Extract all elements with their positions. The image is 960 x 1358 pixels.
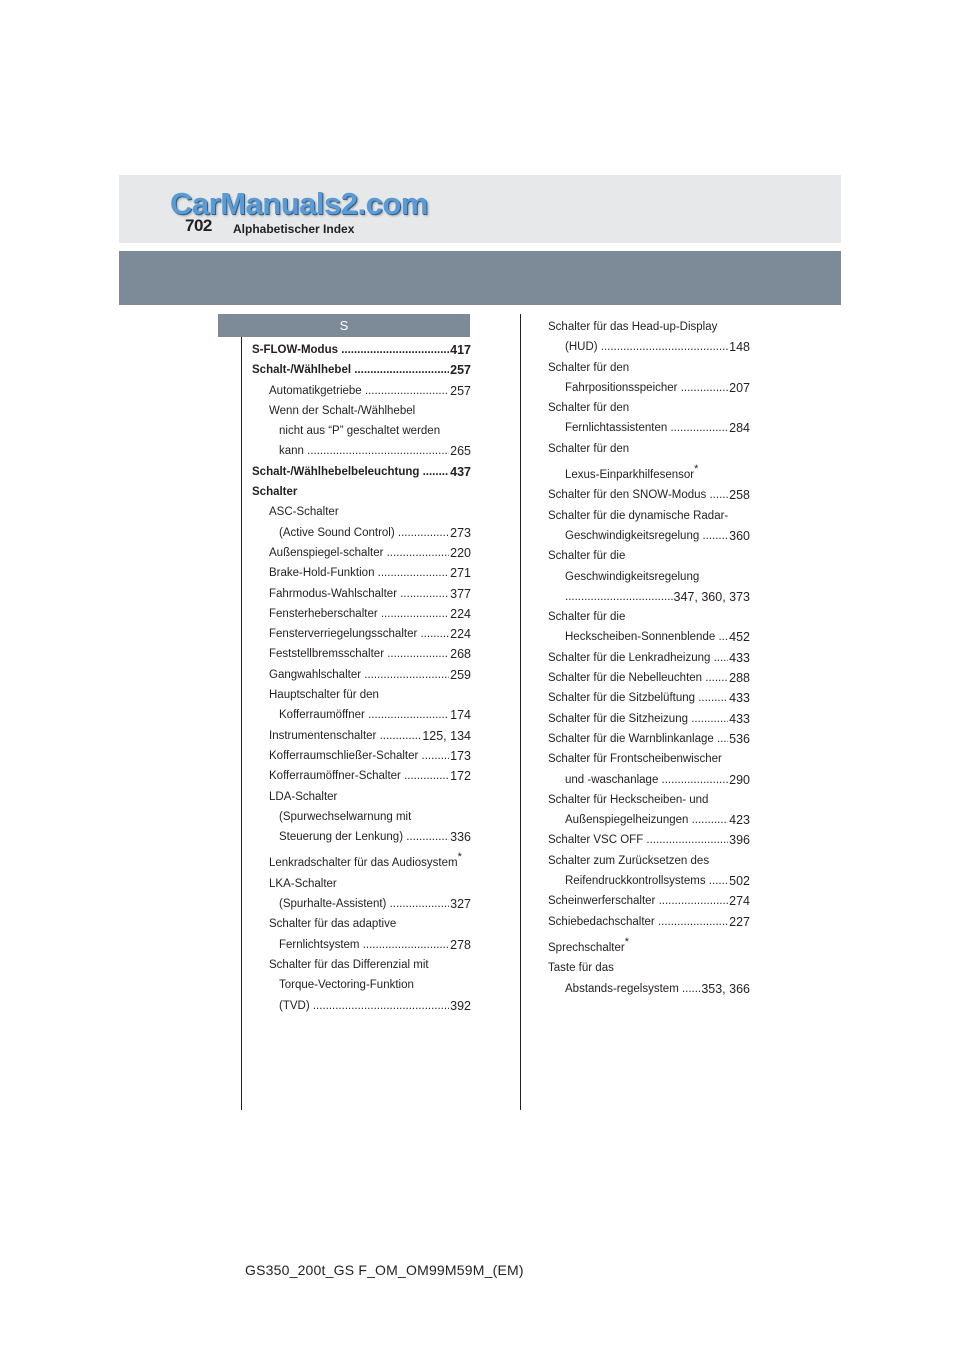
index-entry-text: Gangwahlschalter (269, 668, 362, 681)
index-page-ref: 433 (728, 648, 750, 668)
index-entry-text: (Spurwechselwarnung mit (279, 810, 412, 823)
index-entry-label (269, 847, 471, 873)
index-entry (548, 729, 750, 749)
index-entry-text: Fernlichtsystem (279, 938, 360, 951)
page-number: 702 (185, 216, 212, 235)
index-entry-label (269, 746, 471, 766)
index-entry (548, 378, 750, 398)
index-page-ref: 347, 360, 373 (673, 587, 750, 607)
index-entry-label (269, 685, 471, 705)
index-entry (252, 401, 471, 421)
index-entry (252, 975, 471, 995)
index-entry-text: Schalter für Heckscheiben- und (548, 793, 709, 806)
index-entry-text: Taste für das (548, 962, 614, 975)
index-entry (252, 665, 471, 685)
index-entry-text: ASC-Schalter (269, 506, 339, 519)
index-entry-label (269, 563, 471, 583)
index-page-ref: 284 (728, 418, 750, 438)
index-entry-label (548, 439, 750, 459)
index-entry-label (565, 526, 750, 546)
index-entry-text: Lenkradschalter für das Audiosystem (269, 857, 458, 870)
index-entry (548, 770, 750, 790)
index-entry-text: Schalter zum Zurücksetzen des (548, 854, 710, 867)
index-entry-text: Kofferraumöffner-Schalter (269, 770, 401, 783)
index-entry-text: kann (279, 445, 304, 458)
index-entry (252, 502, 471, 522)
index-entry-label (565, 627, 750, 647)
index-entry-label (548, 546, 750, 566)
index-entry-text: Geschwindigkeitsregelung (565, 570, 700, 583)
index-entry-label (269, 914, 471, 934)
index-entry-text: Schalter VSC OFF (548, 834, 644, 847)
index-entry-text: Sprechschalter (548, 941, 625, 954)
index-entry-label (269, 604, 471, 624)
left-index-column (252, 340, 471, 1016)
index-entry-text: (HUD) (565, 341, 598, 354)
index-entry-text: Fernlichtassistenten (565, 422, 668, 435)
index-entry-label (548, 891, 750, 911)
index-entry-label (279, 441, 471, 461)
index-entry-text: Schalter für den SNOW-Modus (548, 489, 707, 502)
index-entry-label (279, 807, 471, 827)
index-entry-text: Scheinwerferschalter (548, 895, 656, 908)
index-entry-label (269, 584, 471, 604)
index-entry-label (279, 975, 471, 995)
index-entry-text: Hauptschalter für den (269, 689, 379, 702)
index-entry-label (252, 482, 471, 502)
index-entry-label (269, 543, 471, 563)
index-entry (548, 648, 750, 668)
index-page-ref: 227 (728, 912, 750, 932)
index-entry-label (548, 607, 750, 627)
index-entry (252, 726, 471, 746)
index-entry-text: Torque-Vectoring-Funktion (279, 979, 414, 992)
index-entry (252, 685, 471, 705)
index-entry-text: Instrumentenschalter (269, 729, 377, 742)
index-page-ref: 257 (449, 381, 471, 401)
index-entry-label (269, 644, 471, 664)
index-page-ref: 207 (728, 378, 750, 398)
index-entry (252, 624, 471, 644)
index-entry (548, 871, 750, 891)
index-entry-text: Kofferraumschließer-Schalter (269, 749, 419, 762)
index-entry (252, 584, 471, 604)
index-entry-label (269, 401, 471, 421)
index-entry (548, 358, 750, 378)
index-entry-text: (TVD) (279, 999, 310, 1012)
index-entry (548, 459, 750, 485)
index-entry-text: Schalter für die Nebelleuchten (548, 672, 703, 685)
index-entry (252, 462, 471, 482)
index-entry-label (269, 874, 471, 894)
index-entry-label (548, 317, 750, 337)
index-entry (252, 543, 471, 563)
index-entry-text: (Spurhalte-Assistent) (279, 898, 387, 911)
index-page-ref: 265 (449, 441, 471, 461)
index-entry (252, 827, 471, 847)
index-entry (252, 421, 471, 441)
index-entry (252, 787, 471, 807)
index-entry-text: S-FLOW-Modus (252, 344, 338, 356)
index-page-ref: 437 (449, 462, 471, 482)
index-entry-label (548, 358, 750, 378)
index-entry (252, 894, 471, 914)
index-entry-label (565, 871, 750, 891)
index-entry-text: Schalter für den (548, 442, 630, 455)
index-entry (252, 705, 471, 725)
index-page-ref: 220 (449, 543, 471, 563)
index-entry (252, 381, 471, 401)
index-entry-text: Außenspiegel-schalter (269, 546, 384, 559)
index-entry-label (565, 418, 750, 438)
left-column-rule (241, 337, 242, 1110)
index-entry (548, 587, 750, 607)
index-entry-label (565, 810, 750, 830)
index-entry-label (548, 851, 750, 871)
index-entry-text: Fensterheberschalter (269, 607, 378, 620)
index-entry-text: Lexus-Einparkhilfesensor (565, 469, 695, 482)
right-column-rule (520, 314, 521, 1110)
index-entry-text: LDA-Schalter (269, 790, 338, 803)
index-entry-text: Schalter für das adaptive (269, 918, 397, 931)
index-page-ref: 257 (449, 360, 471, 380)
index-entry-text: Automatikgetriebe (269, 384, 362, 397)
index-entry-label (548, 398, 750, 418)
index-entry-text: Schalter für die Sitzheizung (548, 712, 688, 725)
index-entry (548, 668, 750, 688)
index-entry-label (252, 360, 471, 380)
index-entry (548, 398, 750, 418)
index-entry-label (565, 567, 750, 587)
running-title: Alphabetischer Index (233, 222, 355, 236)
index-page-ref: 148 (728, 337, 750, 357)
index-page-ref: 288 (728, 668, 750, 688)
index-entry (252, 955, 471, 975)
document-footer: GS350_200t_GS F_OM_OM99M59M_(EM) (245, 1262, 524, 1278)
index-entry-text: Reifendruckkontrollsystems (565, 875, 706, 888)
index-entry (252, 482, 471, 502)
index-entry-text: Schalter für die Warnblinkanlage (548, 732, 714, 745)
index-entry-text: Geschwindigkeitsregelung (565, 529, 700, 542)
index-entry (548, 790, 750, 810)
index-entry-text: Schalter für den (548, 361, 630, 374)
index-entry-text: Schalt-/Wählhebel (252, 364, 352, 377)
index-entry-label (548, 749, 750, 769)
index-entry-label (548, 688, 750, 708)
index-entry-text: Schalter für die dynamische Radar- (548, 509, 729, 522)
index-entry-label (252, 462, 471, 482)
index-entry-label (269, 381, 471, 401)
index-entry-label (279, 827, 471, 847)
index-entry (548, 418, 750, 438)
index-entry-label (548, 648, 750, 668)
index-page-ref: 224 (449, 604, 471, 624)
index-entry-text: Schalt-/Wählhebelbeleuchtung (252, 465, 420, 478)
index-entry (548, 709, 750, 729)
index-entry-label (269, 624, 471, 644)
footnote-star: * (694, 463, 699, 476)
index-entry-text: Schalter für die Lenkradheizung (548, 651, 711, 664)
index-page-ref: 502 (728, 871, 750, 891)
index-page-ref: 392 (449, 996, 471, 1016)
index-entry-label (548, 709, 750, 729)
index-entry (548, 506, 750, 526)
right-index-column (548, 317, 750, 999)
index-entry-label (279, 523, 471, 543)
index-entry-text: Schiebedachschalter (548, 915, 655, 928)
index-entry-label (269, 665, 471, 685)
header-bar (119, 251, 841, 305)
index-entry-text: Heckscheiben-Sonnenblende (565, 631, 716, 644)
index-entry-text: Schalter für die (548, 550, 626, 563)
index-page-ref: 417 (449, 340, 471, 360)
footnote-star: * (624, 935, 629, 948)
index-entry-text: nicht aus “P” geschaltet werden (279, 425, 441, 438)
index-entry (252, 340, 471, 360)
index-entry (548, 526, 750, 546)
index-page-ref: 377 (449, 584, 471, 604)
index-page-ref: 224 (449, 624, 471, 644)
index-page-ref: 433 (728, 688, 750, 708)
index-page-ref: 452 (728, 627, 750, 647)
index-entry (252, 996, 471, 1016)
index-entry (252, 563, 471, 583)
index-entry (548, 607, 750, 627)
index-entry-label (252, 340, 471, 360)
index-entry-label (548, 830, 750, 850)
index-entry (548, 317, 750, 337)
index-entry (252, 441, 471, 461)
index-entry-label (279, 894, 471, 914)
index-entry-label (269, 955, 471, 975)
index-entry-label (279, 996, 471, 1016)
index-entry-text: Fensterverriegelungsschalter (269, 628, 418, 641)
index-entry-label (548, 485, 750, 505)
index-page-ref: 268 (449, 644, 471, 664)
index-entry-label (548, 790, 750, 810)
index-entry (548, 891, 750, 911)
index-entry-label (548, 506, 750, 526)
index-entry-text: Schalter für das Head-up-Display (548, 321, 718, 333)
index-entry-label (565, 378, 750, 398)
section-letter: S (218, 314, 470, 337)
index-entry-text: Schalter für Frontscheibenwischer (548, 753, 722, 766)
index-page-ref: 433 (728, 709, 750, 729)
index-entry-text: Schalter (252, 486, 298, 499)
index-entry (252, 847, 471, 873)
index-page-ref: 423 (728, 810, 750, 830)
index-page-ref: 336 (449, 827, 471, 847)
index-entry-text: Fahrpositionsspeicher (565, 381, 678, 394)
index-entry (252, 935, 471, 955)
index-page-ref: 273 (449, 523, 471, 543)
index-entry (252, 766, 471, 786)
index-entry-label (548, 729, 750, 749)
index-entry-text: Brake-Hold-Funktion (269, 567, 375, 580)
index-page-ref: 271 (449, 563, 471, 583)
index-entry-text: und -waschanlage (565, 773, 659, 786)
index-page-ref: 396 (728, 830, 750, 850)
index-page-ref: 125, 134 (421, 726, 471, 746)
index-page-ref: 536 (728, 729, 750, 749)
index-entry-label (279, 705, 471, 725)
index-entry-text: Fahrmodus-Wahlschalter (269, 587, 398, 600)
index-entry (252, 644, 471, 664)
index-entry-label (565, 770, 750, 790)
index-entry-text: (Active Sound Control) (279, 526, 395, 539)
index-entry-text: Außenspiegelheizungen (565, 814, 689, 827)
index-entry (548, 932, 750, 958)
index-entry (548, 688, 750, 708)
index-entry-label (548, 668, 750, 688)
index-entry-text: Steuerung der Lenkung) (279, 831, 404, 844)
index-entry-label (269, 502, 471, 522)
index-entry (252, 807, 471, 827)
index-entry-text: Feststellbremsschalter (269, 648, 385, 661)
index-entry-text: Schalter für die Sitzbelüftung (548, 692, 696, 705)
index-page-ref: 174 (449, 705, 471, 725)
index-entry-label (269, 787, 471, 807)
index-entry-label (548, 958, 750, 978)
index-entry (548, 485, 750, 505)
index-entry (548, 567, 750, 587)
index-page-ref: 173 (449, 746, 471, 766)
index-page-ref: 353, 366 (700, 979, 750, 999)
index-entry (548, 810, 750, 830)
index-entry-text: Schalter für die (548, 611, 626, 624)
index-page-ref: 172 (449, 766, 471, 786)
index-entry (548, 749, 750, 769)
index-page-ref: 290 (728, 770, 750, 790)
index-entry (548, 337, 750, 357)
index-entry-label (565, 459, 750, 485)
index-entry (548, 546, 750, 566)
index-entry (252, 914, 471, 934)
index-entry (252, 874, 471, 894)
index-page-ref: 258 (728, 485, 750, 505)
index-page-ref: 274 (728, 891, 750, 911)
index-page-ref: 259 (449, 665, 471, 685)
index-page-ref: 360 (728, 526, 750, 546)
index-entry (252, 604, 471, 624)
index-entry-label (548, 932, 750, 958)
index-entry-label (279, 935, 471, 955)
index-page-ref: 327 (449, 894, 471, 914)
index-entry (548, 851, 750, 871)
index-entry-label (269, 766, 471, 786)
watermark-logo[interactable]: CarManuals2.com (170, 186, 428, 221)
index-entry (252, 746, 471, 766)
index-entry (548, 627, 750, 647)
index-entry-text: Schalter für das Differenzial mit (269, 958, 429, 971)
index-entry-text: Abstands-regelsystem (565, 982, 679, 995)
index-entry-label (548, 912, 750, 932)
index-page-ref: 278 (449, 935, 471, 955)
index-entry-label (279, 421, 471, 441)
index-entry-text: LKA-Schalter (269, 877, 337, 890)
index-entry (548, 958, 750, 978)
index-entry (252, 523, 471, 543)
index-entry (548, 979, 750, 999)
index-entry (252, 360, 471, 380)
index-entry (548, 439, 750, 459)
index-entry-text: Wenn der Schalt-/Wählhebel (269, 404, 416, 417)
footnote-star: * (457, 851, 462, 864)
index-entry-text: Kofferraumöffner (279, 709, 365, 722)
index-entry (548, 830, 750, 850)
index-entry-label (565, 337, 750, 357)
index-entry-text: Schalter für den (548, 402, 630, 415)
index-entry (548, 912, 750, 932)
